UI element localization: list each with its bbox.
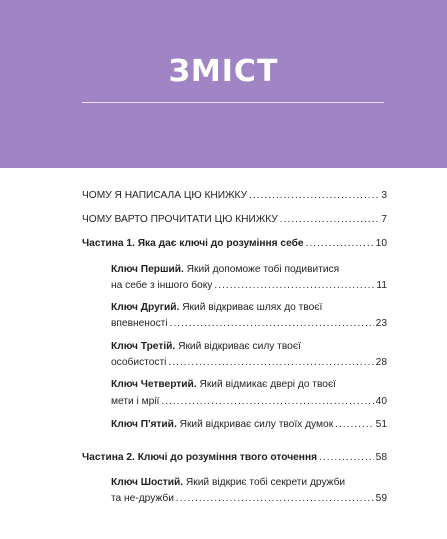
toc-entry-title: ЧОМУ ВАРТО ПРОЧИТАТИ ЦЮ КНИЖКУ: [82, 214, 278, 225]
toc-page-number: 11: [376, 280, 387, 291]
toc-page-number: 7: [381, 214, 387, 225]
dot-leader: [176, 491, 374, 507]
toc-entry-key-2-line-1: [111, 300, 322, 316]
toc-entry-intro-2[interactable]: [82, 212, 387, 228]
toc-page-number: 51: [375, 419, 387, 430]
toc-entry-key-4[interactable]: [111, 394, 387, 410]
toc-entry-title: на себе з іншого боку: [111, 280, 213, 291]
header-banner: [0, 0, 447, 168]
toc-page-number: 40: [375, 396, 387, 407]
toc-entry-title: [82, 450, 317, 466]
toc-key-description: Який відмикає двері до твоєї: [196, 379, 336, 390]
toc-key-label: Ключ Другий.: [111, 302, 180, 313]
toc-entry-title: впевненості: [111, 318, 168, 329]
toc-key-description: Який відкриває шлях до твоєї: [179, 302, 323, 313]
toc-page-number: 10: [375, 238, 387, 249]
toc-key-description: Який допоможе тобі подивитися: [183, 264, 340, 275]
toc-entry-title: [82, 236, 304, 252]
toc-entry-key-3-line-1: [111, 339, 301, 355]
toc-page-number: 58: [375, 452, 387, 463]
toc-key-description: Який відкриває силу твоїх думок: [176, 419, 334, 430]
toc-entry-key-6-line-1: [111, 475, 345, 491]
dot-leader: [280, 212, 380, 228]
dot-leader: [319, 450, 374, 466]
toc-page-number: 23: [375, 318, 387, 329]
dot-leader: [214, 278, 374, 294]
toc-entry-title: мети і мрії: [111, 396, 160, 407]
dot-leader: [335, 417, 374, 433]
toc-key-description: Який відкриває силу твоєї: [175, 341, 301, 352]
toc-entry-title: особистості: [111, 357, 167, 368]
dot-leader: [168, 355, 373, 371]
dot-leader: [306, 236, 374, 252]
toc-key-label: Ключ Четвертий.: [111, 379, 197, 390]
toc-key-label: Ключ Третій.: [111, 341, 176, 352]
dot-leader: [161, 394, 373, 410]
toc-entry-part-2[interactable]: [82, 450, 387, 466]
toc-entry-key-1[interactable]: [111, 278, 387, 294]
toc-key-label: Ключ Перший.: [111, 264, 184, 275]
dot-leader: [249, 188, 379, 204]
toc-entry-title: [111, 417, 333, 433]
dot-leader: [170, 316, 374, 332]
toc-entry-part-1[interactable]: [82, 236, 387, 252]
toc-page-number: 3: [381, 190, 387, 201]
toc-entry-key-3[interactable]: [111, 355, 387, 371]
header-divider: [82, 102, 384, 103]
toc-entry-intro-1[interactable]: [82, 188, 387, 204]
toc-page-number: 59: [375, 493, 387, 504]
toc-key-description: Який відкриє тобі секрети дружби: [183, 477, 346, 488]
toc-key-label: Ключ П'ятий.: [111, 419, 177, 430]
toc-entry-title: ЧОМУ Я НАПИСАЛА ЦЮ КНИЖКУ: [82, 190, 248, 201]
toc-page-number: 28: [375, 357, 387, 368]
toc-entry-title: та не-дружби: [111, 493, 174, 504]
page-title: ЗМІСТ: [168, 54, 279, 89]
toc-key-label: Ключ Шостий.: [111, 477, 184, 488]
toc-entry-key-4-line-1: [111, 377, 336, 393]
toc-entry-key-1-line-1: [111, 262, 339, 278]
toc-part-title: Частина 1. Яка дає ключі до розуміння себе: [82, 238, 304, 249]
toc-entry-key-2[interactable]: [111, 316, 387, 332]
toc-entry-key-6[interactable]: [111, 491, 387, 507]
toc-part-title: Частина 2. Ключі до розуміння твого оточення: [82, 452, 318, 463]
toc-entry-key-5[interactable]: [111, 417, 387, 433]
